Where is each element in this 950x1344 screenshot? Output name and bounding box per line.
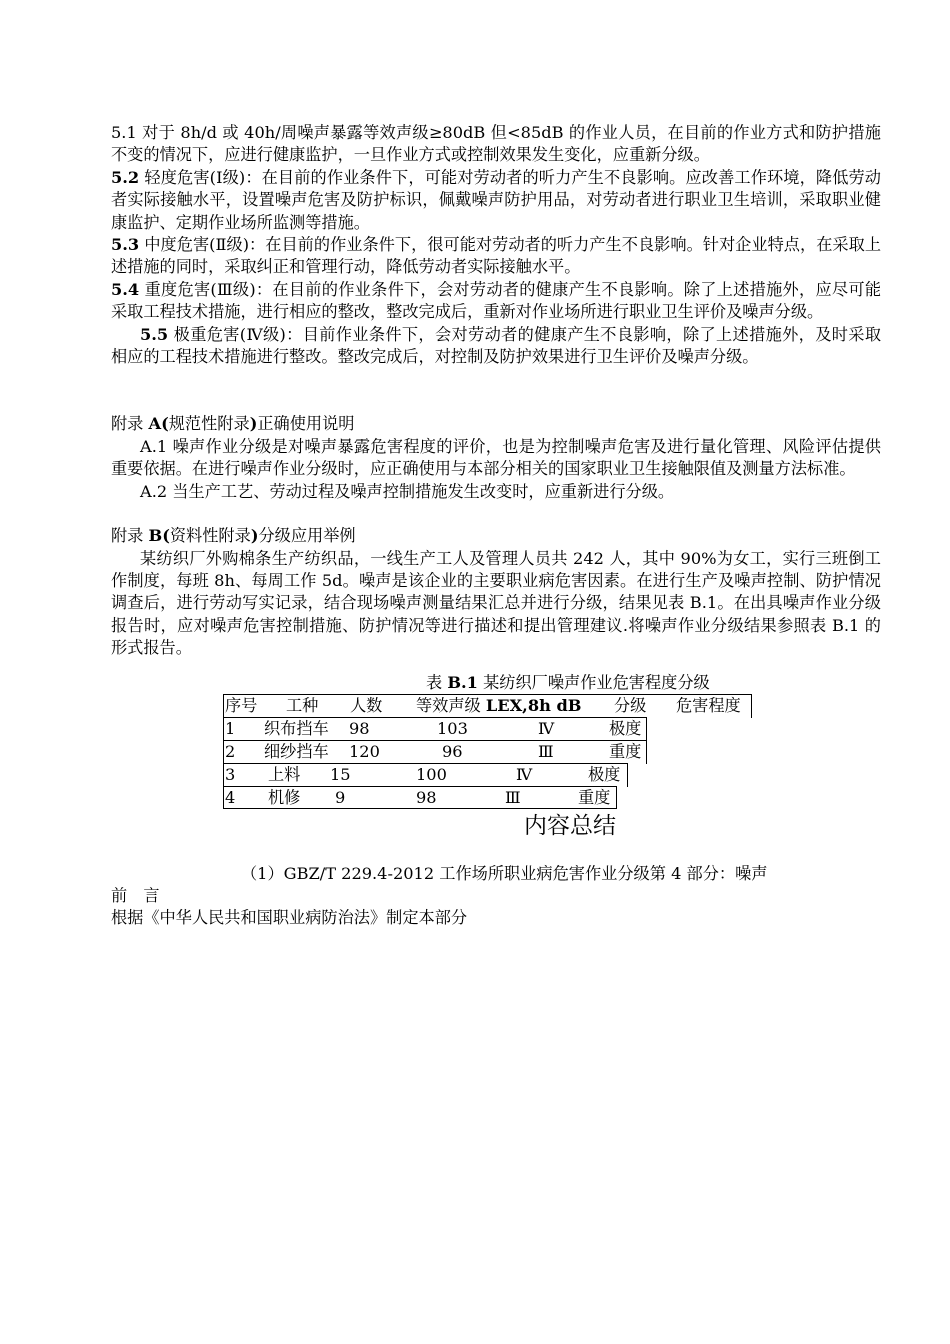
section-5-2-text: ：在目前的作业条件下，可能对劳动者的听力产生不良影响。应改善工作环境，降低劳动者实际接触水平，设置噪声危害及防护标识，佩戴噪声防护用品，对劳动者进行职业卫生培训，采取职业健康监护、定期作业场所监测等措施。 <box>111 167 881 232</box>
cell-level: 98 <box>416 787 437 807</box>
cell-grade: Ⅳ <box>538 718 555 738</box>
row-border <box>646 740 647 764</box>
spacer <box>111 503 881 525</box>
basis-text: 根据《中华人民共和国职业病防治法》制定本部分 <box>111 908 468 928</box>
cell-count: 9 <box>335 787 346 807</box>
appendix-a-title-type: 规范性附录 <box>168 414 250 434</box>
appendix-a-title-letter: A( <box>148 414 169 434</box>
cell-level: 103 <box>437 718 468 738</box>
section-5-4 <box>111 279 881 324</box>
cell-grade: Ⅳ <box>516 764 533 784</box>
cell-degree: 重度 <box>609 741 642 761</box>
spacer <box>111 368 881 413</box>
table-row <box>223 717 646 740</box>
header-level-label: 等效声级 <box>416 695 486 715</box>
appendix-b-title-name: 分级应用举例 <box>258 526 356 546</box>
appendix-a-title-name: 正确使用说明 <box>257 414 355 434</box>
cell-grade: Ⅲ <box>505 787 521 807</box>
cell-type: 织布挡车 <box>264 718 329 738</box>
appendix-b-title-close: ) <box>250 526 259 546</box>
appendix-a-1: A.1 噪声作业分级是对噪声暴露危害程度的评价，也是为控制噪声危害及进行量化管理、风险评估提供重要依据。在进行噪声作业分级时，应正确使用与本部分相关的国家职业卫生接触限值及测量方法标准。 <box>111 436 881 479</box>
header-level-unit: LEX,8h dB <box>485 695 582 715</box>
section-5-2-heading: 轻度危害(Ⅰ级) <box>139 167 246 187</box>
appendix-b-text: 某纺织厂外购棉条生产纺织品，一线生产工人及管理人员共 242 人，其中 90%为女工，实行三班倒工作制度，每班 8h、每周工作 5d。噪声是该企业的主要职业病危害因素。在进行生产及噪声控制、防护情况调查后，进行劳动写实记录，结合现场噪声测量结果汇总并进行分级，结果见表 B.1。在出具噪声作业分级报告时，应对噪声危害控制措施、防护情况等进行描述和提出管理建议.将噪声作业分级结果参照表 B.1 的形式报告。 <box>111 548 881 658</box>
cell-type: 细纱挡车 <box>264 741 329 761</box>
section-5-3-heading: 中度危害(Ⅱ级) <box>139 235 250 255</box>
appendix-a-title-close: ) <box>249 414 258 434</box>
table-row <box>223 786 616 809</box>
section-5-4-text: ：在目前的作业条件下，会对劳动者的健康产生不良影响。除了上述措施外，应尽可能采取工程技术措施，进行相应的整改，整改完成后，重新对作业场所进行职业卫生评价及噪声分级。 <box>111 279 882 322</box>
section-5-3 <box>111 234 881 279</box>
table-caption-title: 某纺织厂噪声作业危害程度分级 <box>477 672 710 692</box>
row-border <box>646 717 647 741</box>
header-degree: 危害程度 <box>676 695 741 715</box>
noise-grade-table <box>223 694 881 809</box>
appendix-b-title-letter: B( <box>148 526 170 546</box>
table-caption <box>111 672 881 694</box>
cell-degree: 极度 <box>609 718 642 738</box>
table-header-row <box>223 694 751 717</box>
header-type: 工种 <box>286 695 319 715</box>
summary-title: 内容总结 <box>524 812 616 839</box>
section-5-5-number: 5.5 <box>140 324 169 344</box>
section-5-3-text: ：在目前的作业条件下，很可能对劳动者的听力产生不良影响。针对企业特点，在采取上述措施的同时，采取纠正和管理行动，降低劳动者实际接触水平。 <box>111 235 882 277</box>
cell-no: 3 <box>225 764 236 784</box>
cell-count: 120 <box>349 741 380 761</box>
table-caption-prefix: 表 <box>426 672 448 692</box>
table-row <box>223 740 646 763</box>
section-5-5-heading: 极重危害(Ⅳ级) <box>168 324 286 344</box>
section-5-1: 5.1 对于 8h/d 或 40h/周噪声暴露等效声级≥80dB 但<85dB 的作业人员，在目前的作业方式和防护措施不变的情况下，应进行健康监护，一旦作业方式或控制效果发生变化，应重新分级。 <box>111 123 881 165</box>
section-5-5-text: ：目前作业条件下，会对劳动者的健康产生不良影响，除了上述措施外，及时采取相应的工程技术措施进行整改。整改完成后，对控制及防护效果进行卫生评价及噪声分级。 <box>111 324 882 367</box>
preface-heading: 前 言 <box>111 885 160 905</box>
header-grade: 分级 <box>614 695 647 715</box>
row-border <box>751 694 752 718</box>
cell-count: 98 <box>349 718 370 738</box>
table-row <box>223 763 627 786</box>
appendix-b-title-prefix: 附录 <box>111 526 149 546</box>
appendix-a-title-prefix: 附录 <box>111 414 149 434</box>
cell-no: 4 <box>225 787 236 807</box>
cell-type: 机修 <box>268 787 301 807</box>
cell-level: 100 <box>416 764 447 784</box>
cell-grade: Ⅲ <box>538 741 554 761</box>
header-level <box>416 695 582 717</box>
header-no: 序号 <box>225 695 258 715</box>
section-5-5 <box>111 324 881 369</box>
cell-type: 上料 <box>268 764 301 784</box>
cell-no: 1 <box>225 718 236 738</box>
document-page <box>111 122 881 930</box>
cell-degree: 极度 <box>588 764 621 784</box>
appendix-a-2: A.2 当生产工艺、劳动过程及噪声控制措施发生改变时，应重新进行分级。 <box>140 481 675 501</box>
section-5-2 <box>111 167 881 234</box>
cell-degree: 重度 <box>578 787 611 807</box>
appendix-b-title-type: 资料性附录 <box>169 526 251 546</box>
section-5-4-number: 5.4 <box>111 279 140 299</box>
summary-reference: （1）GBZ/T 229.4-2012 工作场所职业病危害作业分级第 4 部分：噪声 <box>241 863 768 883</box>
header-count: 人数 <box>350 695 383 715</box>
appendix-b-title <box>111 525 881 547</box>
section-5-2-number: 5.2 <box>111 167 140 187</box>
row-border <box>616 786 617 809</box>
appendix-a-title <box>111 413 881 435</box>
section-5-4-heading: 重度危害(Ⅲ级) <box>139 279 256 299</box>
table-caption-number: B.1 <box>447 672 478 692</box>
cell-count: 15 <box>330 764 351 784</box>
section-5-3-number: 5.3 <box>111 235 140 255</box>
cell-level: 96 <box>442 741 463 761</box>
row-border <box>627 763 628 787</box>
cell-no: 2 <box>225 741 236 761</box>
